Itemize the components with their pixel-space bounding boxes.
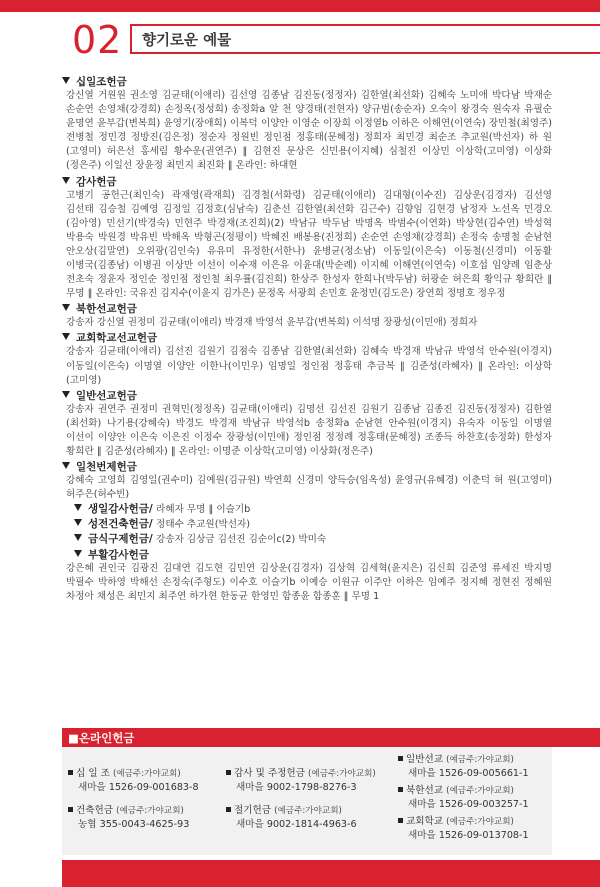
inline-names: 강송자 김상금 김선진 김순이c(2) 박미숙: [156, 534, 327, 546]
triangle-bullet-icon: [62, 333, 70, 340]
section-easter: [62, 548, 552, 604]
account-item: 건축헌금 (예금주:가야교회) 농협 355-0043-4625-93: [68, 804, 199, 831]
section-title: 일천번제헌금: [76, 461, 137, 474]
square-bullet-icon: [68, 770, 73, 775]
square-bullet-icon: [398, 787, 403, 792]
account-number: 새마을 1526-09-001683-8: [78, 782, 199, 793]
page-title: 향기로운 예물: [142, 33, 232, 49]
triangle-bullet-icon: [62, 304, 70, 311]
triangle-bullet-icon: [62, 391, 70, 398]
account-list: [62, 747, 552, 855]
triangle-bullet-icon: [62, 77, 70, 84]
account-column-2: [226, 753, 376, 841]
section-thousand-offering: [62, 460, 552, 502]
account-item: 절기헌금 (예금주:가야교회) 새마을 9002-1814-4963-6: [226, 804, 376, 831]
account-item: 일반선교 (예금주:가야교회) 새마을 1526-09-005661-1: [398, 753, 529, 780]
section-title: 북한선교헌금: [76, 303, 137, 316]
inline-building: [74, 517, 552, 532]
section-names: 강은혜 권인국 김광진 김대연 김도현 김민연 김상운(김경자) 김상혁 김세혁(윤지은) 김신희 김준영 류세진 박지명 박필수 박하영 박해선 손정숙(주형도) 이수호 이슬기b 이예승 이원규 이주안 이하은 임예주 정지혜 정현진 정혜원 차정아 채성은 최민지 최주연 하가현 한동균 한영민 함종윤 함종훈 ‖ 무명 1: [66, 563, 552, 603]
section-tithe: [62, 75, 552, 174]
inline-title: 성전건축헌금/: [88, 518, 153, 531]
online-offering-header: ■온라인헌금: [62, 728, 600, 747]
account-number: 새마을 9002-1814-4963-6: [236, 819, 357, 830]
section-names: 강혜숙 고영희 김영일(권수미) 김예원(김규원) 박연희 신경미 양득승(임옥성) 윤영규(유혜경) 이춘덕 허 원(고영미) 허주은(허수빈): [66, 475, 552, 501]
bottom-red-bar: [62, 860, 600, 887]
section-church-school-mission: [62, 331, 552, 387]
header-title-box: [130, 24, 600, 54]
section-title: 감사헌금: [76, 175, 117, 188]
square-bullet-icon: [68, 807, 73, 812]
section-names: 강신열 거원원 권소영 김균태(이애리) 김선영 김종남 김진동(정정자) 김한열(최선화) 김혜숙 노미애 박다남 박재순 손순연 손영채(강경희) 손정옥(정성희) 송정화a 알 천 양경태(전현자) 양규범(송순자) 오숙이 왕경숙 원숙자 유필순 윤명연 윤부갑(변복희) 윤영기(장애희) 이복덕 이양안 이영순 이장희 이정열b 이하은 이해연(이연숙) 장민철(최영주) 전병철 정민경 정방진(김은정) 정순자 정원빈 정인점 정홍태(문혜정) 정희자 최민경 최순조 추교원(박선자) 하 원(고영미) 허은선 홍세림 황수운(권연주) ‖ 김현진 문상은 신민용(이지혜) 심철진 이상민 이상학(고미영) 이상화(정은주) 이일선 장윤정 최민지 최진화 ‖ 온라인: 하대현: [66, 90, 552, 172]
inline-fasting: [74, 532, 552, 547]
top-red-bar: [0, 0, 600, 12]
page-header: [62, 18, 600, 62]
account-column-1: [68, 753, 199, 841]
square-bullet-icon: [226, 807, 231, 812]
section-names: 강송자 강신열 권정미 김균태(이애리) 박경재 박영석 윤부갑(변복희) 이석명 장광성(이민애) 정희자: [66, 317, 478, 329]
account-number: 농협 355-0043-4625-93: [78, 819, 190, 830]
section-title: 교회학교선교헌금: [76, 332, 158, 345]
account-item: 북한선교 (예금주:가야교회) 새마을 1526-09-003257-1: [398, 784, 529, 811]
inline-title: 생일감사헌금/: [88, 503, 153, 516]
section-general-mission: [62, 389, 552, 459]
account-number: 새마을 1526-09-003257-1: [408, 799, 529, 810]
section-names: 고병기 공헌근(최인숙) 곽재영(곽재희) 김경철(서화령) 김균태(이애리) 김대형(이수진) 김상운(김경자) 김선영 김선태 김승철 김예영 김정일 김정호(심남숙) 김춘선 김한열(최선화 김근수) 김향임 김현경 남정자 노선옥 민경오(김아영) 민선기(박경숙) 민현주 박경재(조진희)(2) 박남규 박두남 박명옥 박범수(이연화) 박상현(김수연) 박성혁 박용숙 박원경 박유빈 박해옥 박형곤(정평이) 박혜진 배봉용(진정희) 손순연 손영채(강경희) 손정숙 송명철 순남현 안오상(김말연) 오위광(김인숙) 유유미 유정한(서한나) 윤병균(정소남) 이동일(이은숙) 이동철(신경미) 이동활 이병국(김종남) 이병권 이상만 이선이 이수재 이은유 이윤대(박순례) 이지혜 이해연(이연숙) 이호섭 임양례 임춘상 전초숙 정윤자 정인순 정인점 정인철 최우률(김진희) 한상주 한성자 한희나(박두남) 허광순 허은희 황익규 황희란 ‖ 무명 ‖ 온라인: 국유진 김지수(이윤지 김가은) 문정옥 서광희 손민호 윤정민(김도은) 장연희 정명호 정우정: [66, 189, 552, 300]
account-item: 십 일 조 (예금주:가야교회) 새마을 1526-09-001683-8: [68, 767, 199, 794]
inline-names: 정태수 추교원(박선자): [156, 519, 250, 531]
triangle-bullet-icon: [74, 550, 82, 557]
offering-list: [62, 74, 552, 605]
triangle-bullet-icon: [62, 177, 70, 184]
section-title: 부활감사헌금: [88, 549, 149, 562]
account-number: 새마을 1526-09-013708-1: [408, 830, 529, 841]
section-names: 강송자 권연주 권정미 권혁민(정정옥) 김균태(이애리) 김명선 김선진 김원기 김종남 김종진 김진동(정정자) 김한열(최선화) 나기용(강혜숙) 박경도 박경재 박남규 박영석b 송정화a 순남현 안수원(이경지) 유숙자 이동일 이명열 이선이 이양안 이은숙 이은진 이정수 장광성(이민애) 정인점 정정례 정홍태(문혜정) 조종득 하찬호(송정화) 한성자 황희란 ‖ 김준성(라혜자) ‖ 온라인: 이명준 이상학(고미영) 이상화(정은주): [66, 403, 552, 457]
account-column-3: [398, 753, 529, 852]
online-title: 온라인헌금: [78, 731, 135, 745]
account-number: 새마을 9002-1798-8276-3: [236, 782, 357, 793]
section-number: 02: [72, 18, 123, 62]
inline-title: 금식구제헌금/: [88, 533, 153, 546]
inline-names: 라혜자 무명 ‖ 이슬기b: [156, 504, 251, 516]
section-title: 십일조헌금: [76, 76, 127, 88]
section-title: 일반선교헌금: [76, 389, 137, 402]
section-thanks: [62, 175, 552, 302]
online-offering-panel: [62, 728, 600, 856]
account-item: 감사 및 주정헌금 (예금주:가야교회) 새마을 9002-1798-8276-3: [226, 767, 376, 794]
square-bullet-icon: [226, 770, 231, 775]
inline-birthday: [74, 502, 552, 517]
account-item: 교회학교 (예금주:가야교회) 새마을 1526-09-013708-1: [398, 815, 529, 842]
triangle-bullet-icon: [74, 534, 82, 541]
section-names: 강송자 김균태(이애리) 김선진 김원기 김점숙 김종남 김한열(최선화) 김혜숙 박경재 박남규 박영석 안수원(이경지) 이동일(이은숙) 이명열 이양안 이한나(이민우) 임명일 정인점 정홍태 추금복 ‖ 김준성(라혜자) ‖ 온라인: 이상학(고미영): [66, 346, 552, 386]
section-north-korea-mission: [62, 302, 552, 330]
account-number: 새마을 1526-09-005661-1: [408, 768, 529, 779]
triangle-bullet-icon: [62, 462, 70, 469]
square-bullet-icon: [398, 756, 403, 761]
square-bullet-icon: [398, 818, 403, 823]
triangle-bullet-icon: [74, 519, 82, 526]
triangle-bullet-icon: [74, 504, 82, 511]
